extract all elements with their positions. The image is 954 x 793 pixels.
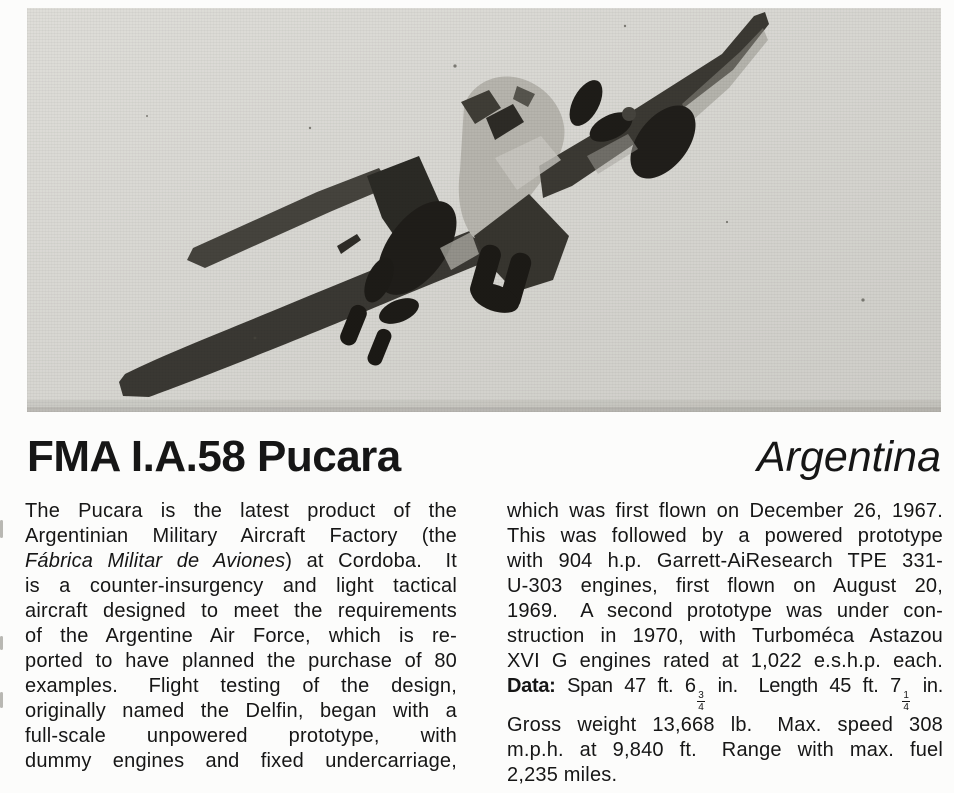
text-run: Flight testing of the design, — [126, 675, 457, 697]
text-run: ) at Cordoba. — [285, 550, 423, 572]
text-run: originally named the Delfin, began with a — [25, 700, 457, 722]
text-line — [507, 713, 943, 738]
text-run: full-scale unpowered prototype, with — [25, 725, 457, 747]
stacked-fraction: $\frac{1}{4}$ — [903, 690, 909, 713]
country-label: Argentina — [756, 433, 941, 481]
text-line — [25, 674, 457, 699]
text-line — [507, 599, 943, 624]
text-run: It — [431, 550, 457, 572]
text-run: Length 45 ft. 7 — [746, 675, 901, 697]
text-run: ported to have planned the purchase of 80 — [25, 650, 457, 672]
text-run: 1969. — [507, 600, 559, 622]
text-run: Argentinian Military Aircraft Factory (the — [25, 525, 457, 547]
text-run: of the Argentine Air Force, which is re- — [25, 625, 457, 647]
text-line — [507, 524, 943, 549]
text-line — [25, 524, 457, 549]
scan-artifact — [0, 520, 3, 538]
text-run: is a counter-insurgency and light tactical — [25, 575, 457, 597]
text-run: in. — [911, 675, 944, 697]
text-line — [507, 574, 943, 599]
text-line — [507, 674, 943, 713]
text-run: dummy engines and fixed undercarriage, — [25, 750, 457, 772]
text-run: A second prototype was under con- — [567, 600, 943, 622]
scan-artifact — [0, 692, 3, 708]
stacked-fraction: $\frac{3}{4}$ — [698, 690, 704, 713]
aircraft-illustration — [27, 8, 941, 412]
text-run: examples. — [25, 675, 118, 697]
text-line — [25, 649, 457, 674]
text-line — [25, 624, 457, 649]
text-run: aircraft designed to meet the requirements — [25, 600, 457, 622]
text-run: U-303 engines, first flown on August 20, — [507, 575, 943, 597]
text-line — [25, 724, 457, 749]
text-run: Max. speed 308 — [761, 713, 943, 736]
text-run: XVI G engines rated at 1,022 e.s.h.p. each. — [507, 650, 943, 672]
text-line — [507, 499, 943, 524]
text-line — [25, 599, 457, 624]
text-line — [507, 549, 943, 574]
text-run: Range with max. fuel — [705, 738, 943, 761]
text-run: The Pucara is the latest product of the — [25, 500, 457, 522]
page-title: FMA I.A.58 Pucara — [27, 432, 401, 481]
text-run: m.p.h. at 9,840 ft. — [507, 738, 697, 761]
text-line — [507, 649, 943, 674]
article-body — [25, 499, 943, 788]
aircraft-photo — [27, 8, 941, 412]
article-column-left — [25, 499, 457, 788]
scan-artifact — [0, 636, 3, 650]
text-run: which was first flown on December 26, 1967. — [507, 500, 943, 522]
text-line — [25, 699, 457, 724]
photo-bottom-edge — [27, 407, 941, 412]
text-line — [25, 749, 457, 774]
text-line — [507, 738, 943, 763]
text-run: in. — [705, 675, 738, 697]
text-run: with 904 h.p. Garrett-AiResearch TPE 331- — [507, 550, 943, 572]
text-line — [25, 574, 457, 599]
italic-run: Fábrica Militar de Aviones — [25, 550, 286, 572]
text-run: Span 47 ft. 6 — [555, 675, 696, 697]
article-column-right — [507, 499, 943, 788]
bold-run: Data: — [507, 675, 556, 697]
text-line — [507, 624, 943, 649]
text-line — [507, 763, 943, 788]
text-line — [25, 549, 457, 574]
title-row — [27, 431, 941, 483]
text-run: This was followed by a powered prototype — [507, 525, 943, 547]
text-run: 2,235 miles. — [507, 763, 618, 786]
text-line — [25, 499, 457, 524]
text-run: Gross weight 13,668 lb. — [507, 713, 753, 736]
text-run: struction in 1970, with Turboméca Astazou — [507, 625, 943, 647]
